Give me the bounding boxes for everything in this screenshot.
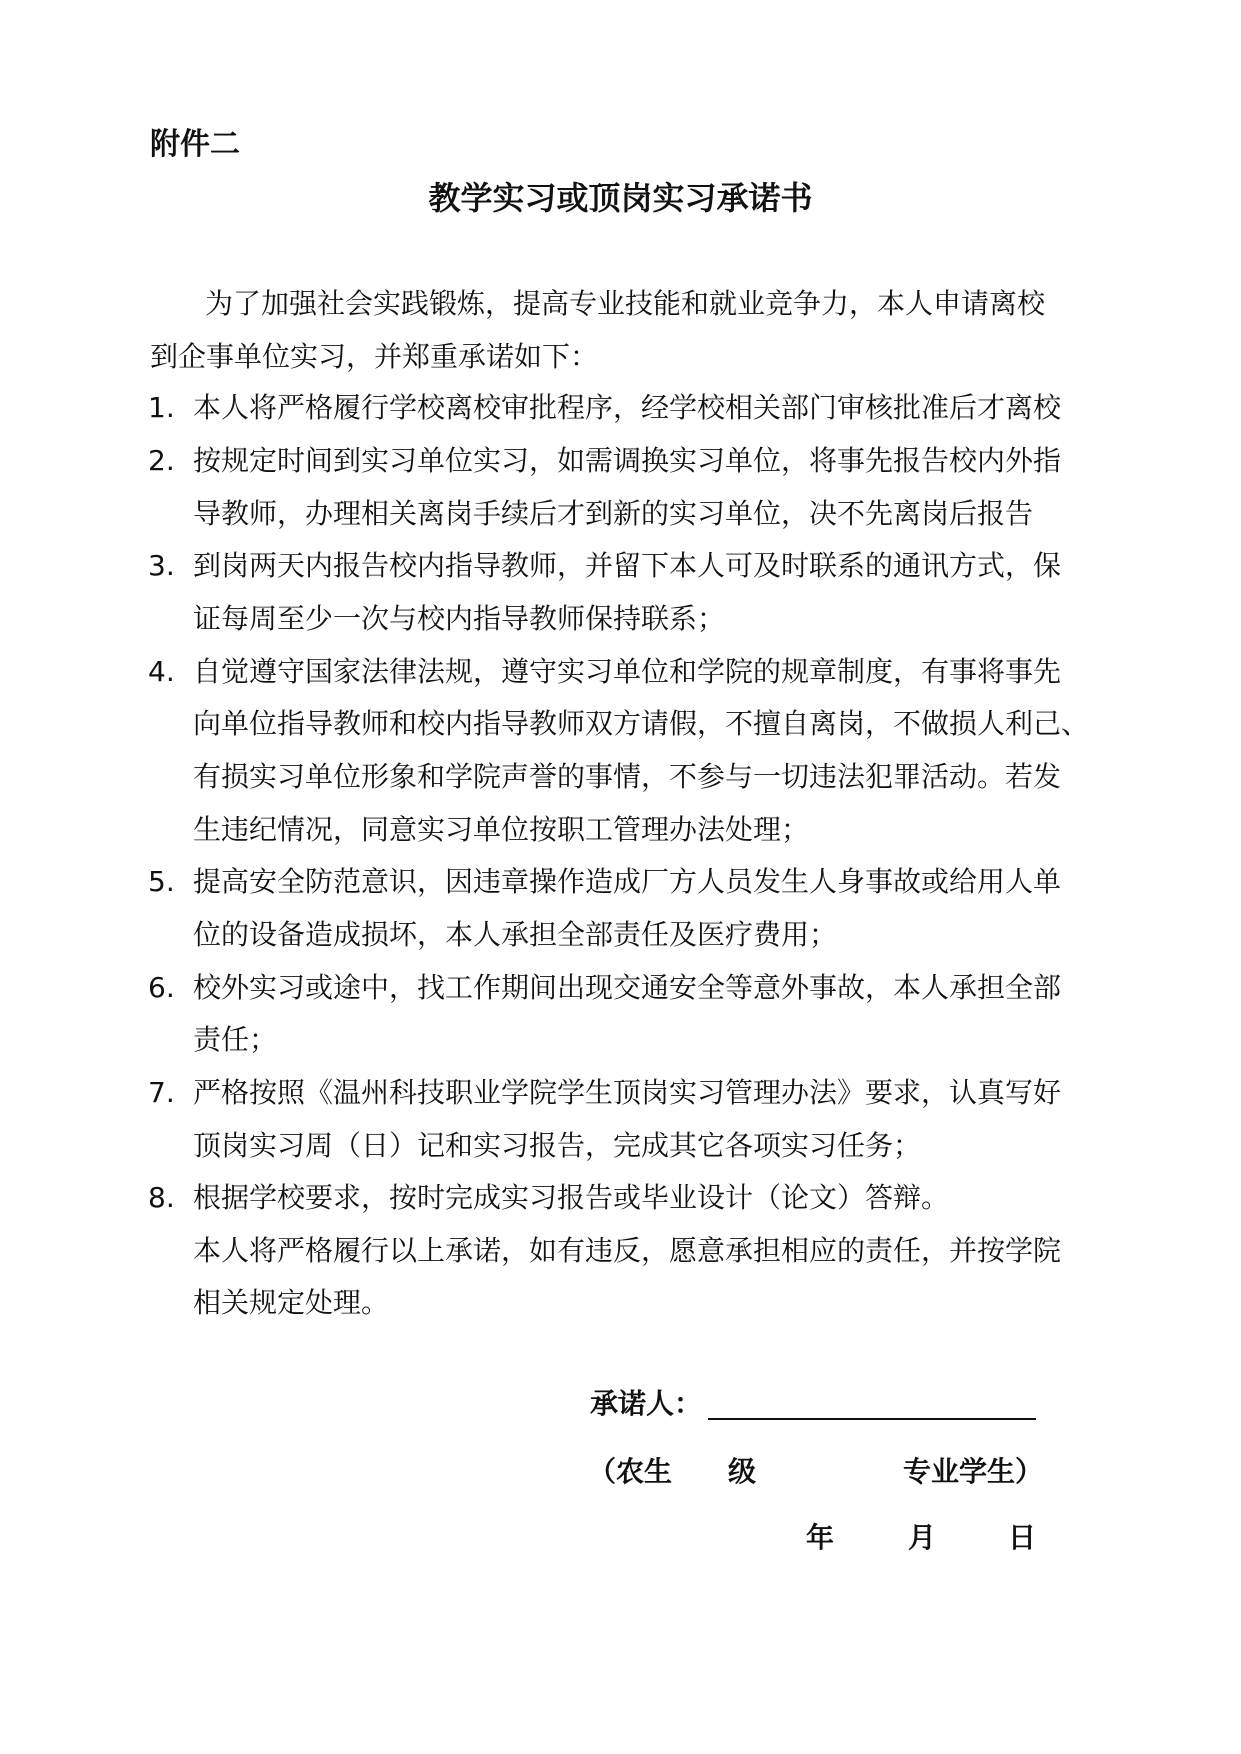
list-item-line: 责任； xyxy=(193,1023,278,1056)
class-info-close: 专业学生） xyxy=(903,1455,1044,1488)
date-day: 日 xyxy=(1008,1521,1037,1554)
class-info-grade: 级 xyxy=(728,1455,757,1488)
closing-line: 本人将严格履行以上承诺，如有违反，愿意承担相应的责任，并按学院 xyxy=(193,1234,1062,1267)
list-item-line: 严格按照《温州科技职业学院学生顶岗实习管理办法》要求，认真写好 xyxy=(193,1076,1062,1109)
class-info-open: （农生 xyxy=(588,1455,673,1488)
list-item-line: 顶岗实习周（日）记和实习报告，完成其它各项实习任务； xyxy=(193,1129,922,1162)
list-item-line: 根据学校要求，按时完成实习报告或毕业设计（论文）答辩。 xyxy=(193,1181,950,1214)
list-item-line: 证每周至少一次与校内指导教师保持联系； xyxy=(193,602,726,635)
list-item-number: 3. xyxy=(148,549,175,582)
list-item-line: 位的设备造成损坏，本人承担全部责任及医疗费用； xyxy=(193,918,838,951)
list-item-line: 提高安全防范意识，因违章操作造成厂方人员发生人身事故或给用人单 xyxy=(193,865,1062,898)
list-item-number: 7. xyxy=(148,1076,175,1109)
list-item-number: 5. xyxy=(148,865,175,898)
attachment-label: 附件二 xyxy=(150,127,240,162)
list-item-number: 4. xyxy=(148,655,175,688)
list-item-number: 8. xyxy=(148,1181,175,1214)
intro-line: 为了加强社会实践锻炼，提高专业技能和就业竞争力，本人申请离校 xyxy=(205,287,1046,320)
list-item-line: 导教师，办理相关离岗手续后才到新的实习单位，决不先离岗后报告 xyxy=(193,497,1034,530)
date-year: 年 xyxy=(806,1521,835,1554)
list-item-line: 自觉遵守国家法律法规，遵守实习单位和学院的规章制度，有事将事先 xyxy=(193,655,1062,688)
document-title: 教学实习或顶岗实习承诺书 xyxy=(428,179,813,217)
list-item-line: 按规定时间到实习单位实习，如需调换实习单位，将事先报告校内外指 xyxy=(193,444,1062,477)
closing-line: 相关规定处理。 xyxy=(193,1286,390,1319)
list-item-line: 生违纪情况，同意实习单位按职工管理办法处理； xyxy=(193,813,810,846)
list-item-number: 6. xyxy=(148,971,175,1004)
signature-line[interactable] xyxy=(708,1418,1036,1420)
date-month: 月 xyxy=(908,1521,937,1554)
list-item-number: 1. xyxy=(148,391,175,424)
list-item-number: 2. xyxy=(148,444,175,477)
list-item-line: 有损实习单位形象和学院声誉的事情，不参与一切违法犯罪活动。若发 xyxy=(193,760,1062,793)
list-item-line: 校外实习或途中，找工作期间出现交通安全等意外事故，本人承担全部 xyxy=(193,971,1062,1004)
intro-line: 到企事单位实习，并郑重承诺如下： xyxy=(150,340,599,373)
list-item-line: 本人将严格履行学校离校审批程序，经学校相关部门审核批准后才离校 xyxy=(193,391,1062,424)
list-item-line: 到岗两天内报告校内指导教师，并留下本人可及时联系的通讯方式，保 xyxy=(193,549,1062,582)
promisor-label: 承诺人： xyxy=(590,1387,703,1420)
list-item-line: 向单位指导教师和校内指导教师双方请假，不擅自离岗，不做损人利己、 xyxy=(193,707,1090,740)
